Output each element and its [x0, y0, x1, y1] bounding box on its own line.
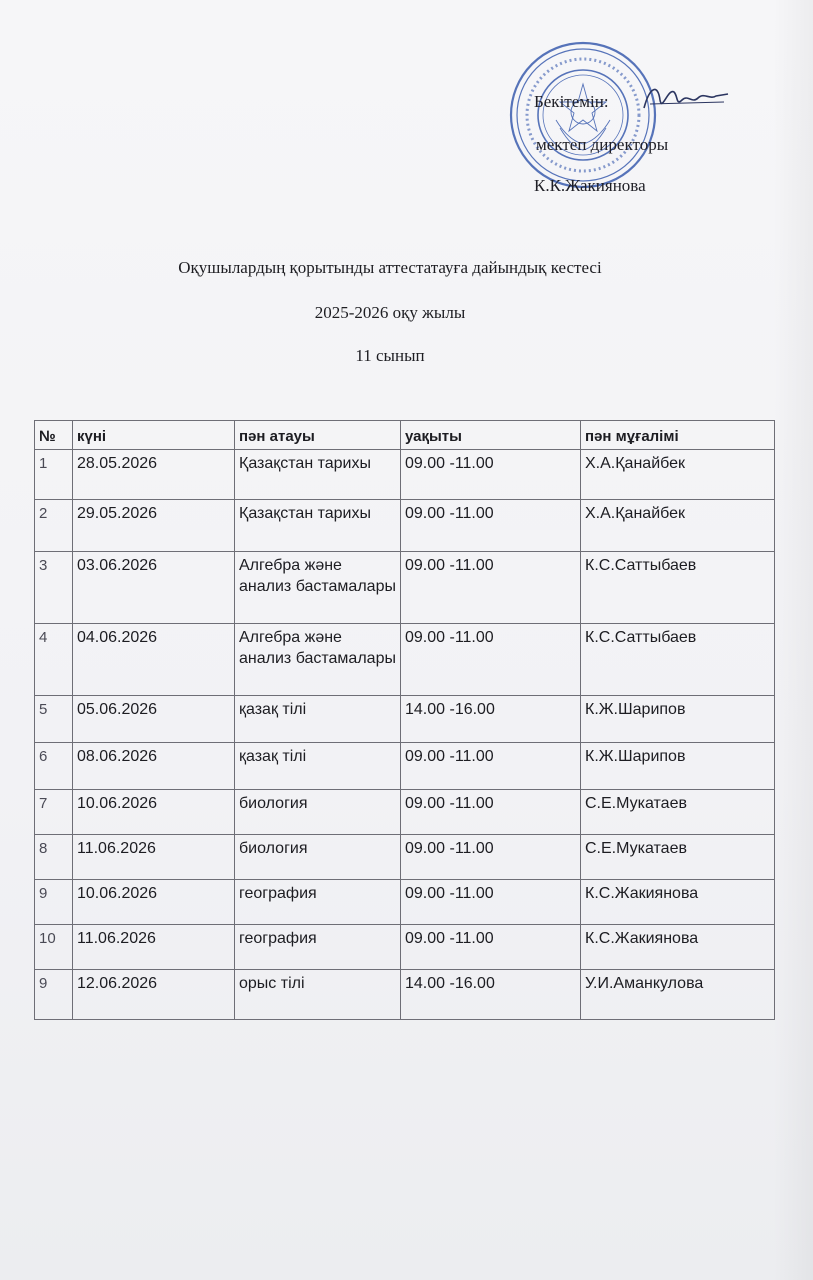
- header-time: уақыты: [401, 421, 581, 450]
- row-date: 05.06.2026: [73, 696, 235, 743]
- approval-director-name: К.К.Жакиянова: [534, 176, 646, 195]
- header-number: №: [35, 421, 73, 450]
- row-subject: география: [235, 880, 401, 925]
- row-time: 09.00 -11.00: [401, 790, 581, 835]
- row-date: 11.06.2026: [73, 925, 235, 970]
- table-row: [35, 790, 775, 835]
- row-time: 09.00 -11.00: [401, 450, 581, 500]
- row-time: 09.00 -11.00: [401, 552, 581, 624]
- row-time: 14.00 -16.00: [401, 696, 581, 743]
- header-teacher: пән мұғалімі: [581, 421, 775, 450]
- schedule-table: [34, 420, 775, 1020]
- header-date: күні: [73, 421, 235, 450]
- row-time: 09.00 -11.00: [401, 880, 581, 925]
- row-subject: география: [235, 925, 401, 970]
- row-subject: биология: [235, 790, 401, 835]
- row-number: 2: [35, 500, 73, 552]
- approval-position: мектеп директоры: [536, 135, 669, 154]
- table-row: [35, 743, 775, 790]
- row-date: 08.06.2026: [73, 743, 235, 790]
- row-subject: қазақ тілі: [235, 743, 401, 790]
- table-header-row: [35, 421, 775, 450]
- table-row: [35, 880, 775, 925]
- row-date: 03.06.2026: [73, 552, 235, 624]
- header-subject: пән атауы: [235, 421, 401, 450]
- row-date: 29.05.2026: [73, 500, 235, 552]
- row-number: 10: [35, 925, 73, 970]
- row-number: 6: [35, 743, 73, 790]
- row-number: 8: [35, 835, 73, 880]
- row-date: 10.06.2026: [73, 880, 235, 925]
- row-time: 09.00 -11.00: [401, 835, 581, 880]
- table-body: [35, 450, 775, 1020]
- row-number: 1: [35, 450, 73, 500]
- row-date: 28.05.2026: [73, 450, 235, 500]
- row-number: 9: [35, 880, 73, 925]
- approval-heading: Бекітемін:: [534, 92, 609, 111]
- row-number: 4: [35, 624, 73, 696]
- approval-block: [500, 40, 760, 215]
- row-teacher: Х.А.Қанайбек: [581, 450, 775, 500]
- row-teacher: К.Ж.Шарипов: [581, 743, 775, 790]
- row-time: 09.00 -11.00: [401, 624, 581, 696]
- row-subject: Қазақстан тарихы: [235, 500, 401, 552]
- row-number: 3: [35, 552, 73, 624]
- row-teacher: Х.А.Қанайбек: [581, 500, 775, 552]
- row-teacher: К.С.Жакиянова: [581, 880, 775, 925]
- row-date: 04.06.2026: [73, 624, 235, 696]
- official-stamp-icon: [508, 40, 658, 190]
- row-date: 10.06.2026: [73, 790, 235, 835]
- row-time: 09.00 -11.00: [401, 500, 581, 552]
- row-date: 12.06.2026: [73, 970, 235, 1020]
- table-row: [35, 835, 775, 880]
- table-row: [35, 696, 775, 743]
- row-subject: Алгебра және анализ бастамалары: [235, 624, 401, 696]
- table-row: [35, 450, 775, 500]
- table-row: [35, 500, 775, 552]
- row-number: 9: [35, 970, 73, 1020]
- row-subject: қазақ тілі: [235, 696, 401, 743]
- table-row: [35, 552, 775, 624]
- row-time: 14.00 -16.00: [401, 970, 581, 1020]
- table-row: [35, 624, 775, 696]
- row-time: 09.00 -11.00: [401, 925, 581, 970]
- row-teacher: С.Е.Мукатаев: [581, 790, 775, 835]
- row-teacher: К.С.Саттыбаев: [581, 552, 775, 624]
- academic-year: 2025-2026 оқу жылы: [314, 303, 466, 322]
- row-subject: орыс тілі: [235, 970, 401, 1020]
- row-teacher: К.С.Жакиянова: [581, 925, 775, 970]
- row-number: 5: [35, 696, 73, 743]
- row-time: 09.00 -11.00: [401, 743, 581, 790]
- row-number: 7: [35, 790, 73, 835]
- row-subject: Алгебра және анализ бастамалары: [235, 552, 401, 624]
- row-date: 11.06.2026: [73, 835, 235, 880]
- grade-label: 11 сынып: [355, 346, 425, 365]
- document-title: Оқушылардың қорытынды аттестатауға дайындық кестесі: [178, 258, 602, 277]
- table-row: [35, 970, 775, 1020]
- page-edge-shadow: [773, 0, 813, 1280]
- director-signature-icon: [640, 78, 730, 118]
- table-row: [35, 925, 775, 970]
- row-teacher: К.С.Саттыбаев: [581, 624, 775, 696]
- row-subject: Қазақстан тарихы: [235, 450, 401, 500]
- row-subject: биология: [235, 835, 401, 880]
- row-teacher: С.Е.Мукатаев: [581, 835, 775, 880]
- row-teacher: К.Ж.Шарипов: [581, 696, 775, 743]
- row-teacher: У.И.Аманкулова: [581, 970, 775, 1020]
